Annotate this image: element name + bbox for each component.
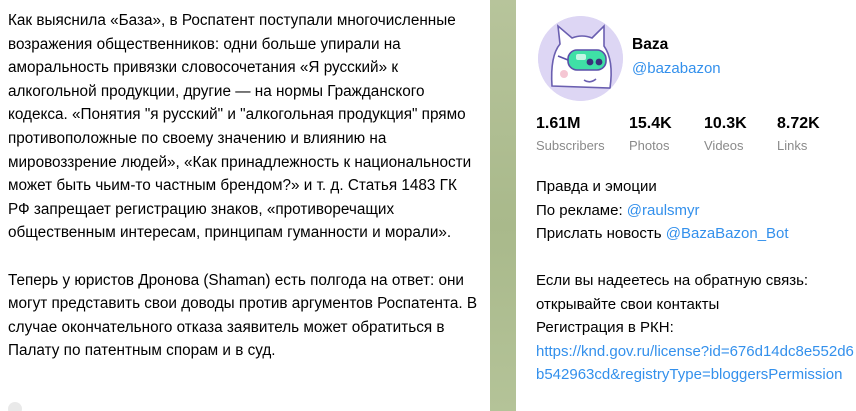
stat-label: Subscribers: [536, 138, 605, 153]
stat-subscribers[interactable]: [536, 114, 605, 154]
description-rkn-label: Регистрация в РКН:: [536, 319, 674, 336]
channel-info-panel: [516, 0, 856, 411]
message-text: [8, 9, 478, 387]
stat-value: 1.61M: [536, 115, 581, 132]
stat-value: 15.4K: [629, 115, 672, 132]
message-paragraph-1: Как выяснила «База», в Роспатент поступали многочисленные возражения общественников: одни больше упирали на аморальность привязки словосочетания «Я русский» к алкогольной продукции, другие — на нормы Гражданского кодекса. «Понятия "я русский" и "алкогольная продукция" прямо противоположные по своему значению и влиянию на мировоззрение людей», «Как принадлежность к национальности может быть чьим-то частным брендом?» и т. д. Статья 1483 ГК РФ запрещает регистрацию знаков, «противоречащих общественным интересам, принципам гуманности и морали».: [8, 12, 472, 242]
news-prefix: Прислать новость: [536, 225, 666, 242]
stat-value: 8.72K: [777, 115, 820, 132]
stat-photos[interactable]: [629, 114, 672, 154]
stat-label: Videos: [704, 138, 744, 153]
chat-background-strip: [490, 0, 516, 411]
stat-links[interactable]: [777, 114, 820, 154]
stat-videos[interactable]: [704, 114, 747, 154]
ads-prefix: По рекламе:: [536, 201, 627, 219]
cat-with-vr-goggles-avatar[interactable]: [538, 16, 623, 101]
stat-value: 10.3K: [704, 115, 747, 132]
ads-contact-link[interactable]: @raulsmyr: [626, 201, 700, 219]
description-news-line: [536, 222, 854, 246]
channel-handle-link[interactable]: @bazabazon: [632, 60, 721, 77]
description-feedback-line-1: Если вы надеетесь на обратную связь:: [536, 272, 809, 289]
stat-label: Photos: [629, 138, 670, 153]
description-feedback-line-2: открывайте свои контакты: [536, 295, 720, 313]
news-bot-link[interactable]: @BazaBazon_Bot: [665, 225, 789, 242]
channel-name: Baza: [632, 36, 669, 53]
stat-label: Links: [777, 138, 808, 153]
description-block-1: [536, 175, 854, 246]
description-block-2: [536, 269, 854, 387]
rkn-registration-link[interactable]: https://knd.gov.ru/license?id=676d14dc8e552d6b542963cd&registryType=bloggersPermission: [536, 342, 854, 383]
reaction-avatar[interactable]: [8, 402, 22, 411]
message-paragraph-2: Теперь у юристов Дронова (Shaman) есть полгода на ответ: они могут представить свои доводы против аргументов Роспатента. В случае окончательного отказа заявитель может обратиться в Палату по патентным спорам и в суд.: [8, 271, 478, 360]
avatar-illustration-icon: [538, 16, 623, 101]
channel-stats: [536, 114, 856, 158]
description-tagline: Правда и эмоции: [536, 178, 657, 195]
description-ads-line: [536, 199, 854, 223]
channel-description: [536, 175, 854, 410]
